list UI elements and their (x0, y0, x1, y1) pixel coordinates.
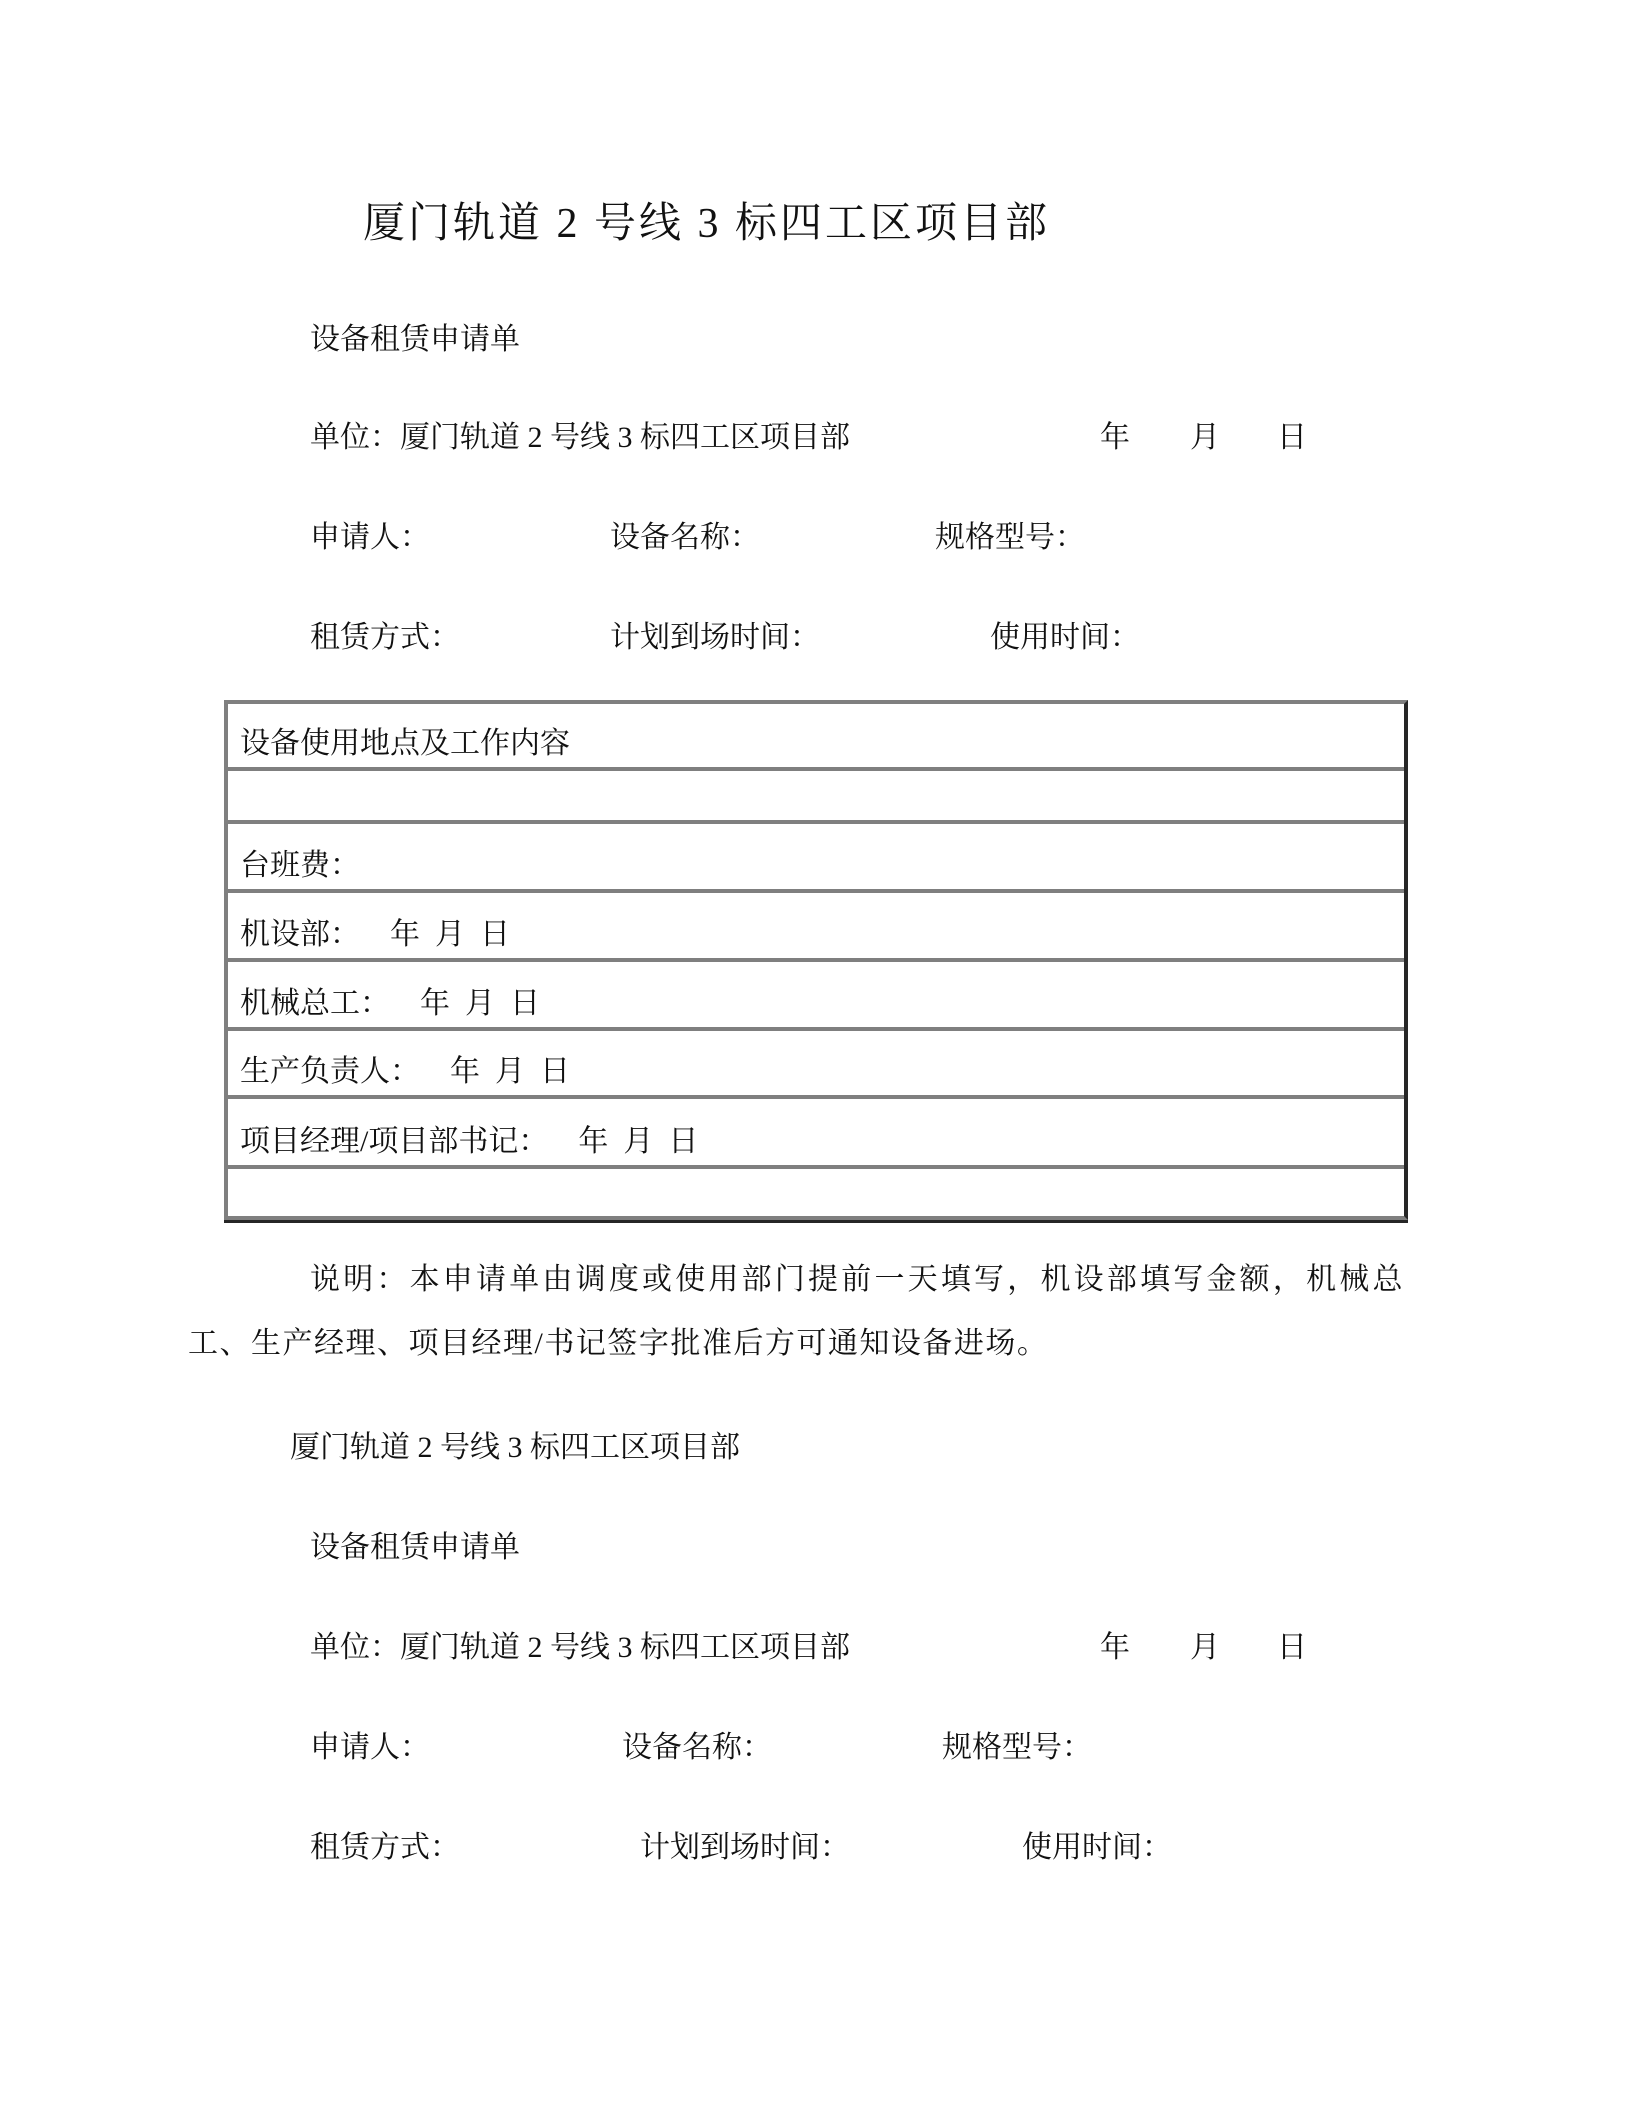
equipment-name-label-2: 设备名称： (622, 1731, 772, 1764)
planned-arrival-label: 计划到场时间： (610, 621, 820, 654)
usage-time-label-2: 使用时间： (1022, 1831, 1172, 1864)
form-title (310, 314, 520, 358)
year-label: 年 (1100, 421, 1130, 454)
planned-arrival-label-2: 计划到场时间： (640, 1831, 850, 1864)
spec-model-label: 规格型号： (935, 521, 1085, 554)
table-row-shift-fee: 台班费： (228, 820, 1404, 889)
table-row-production-lead: 生产负责人： 年 月 日 (228, 1027, 1404, 1095)
table-row-empty (228, 1165, 1404, 1216)
table-row-location-content: 设备使用地点及工作内容 (240, 727, 570, 760)
form-title-text: 设备租赁申请单 (310, 323, 520, 356)
day-label-2: 日 (1277, 1631, 1307, 1664)
rental-arrival-usage-line (310, 612, 1140, 656)
applicant-label: 申请人： (310, 521, 430, 554)
equipment-name-label: 设备名称： (610, 521, 760, 554)
section2-header-text: 厦门轨道 2 号线 3 标四工区项目部 (290, 1431, 740, 1464)
table-row-empty (228, 767, 1404, 820)
unit-label-2: 单位：厦门轨道 2 号线 3 标四工区项目部 (310, 1631, 850, 1664)
section2-header (290, 1422, 740, 1466)
month-label: 月 (1190, 421, 1220, 454)
applicant-equipment-spec-line (310, 512, 1085, 556)
page-title: 厦门轨道 2 号线 3 标四工区项目部 (363, 201, 1051, 247)
applicant-label-2: 申请人： (310, 1731, 430, 1764)
usage-time-label: 使用时间： (990, 621, 1140, 654)
year-label-2: 年 (1100, 1631, 1130, 1664)
day-label: 日 (1277, 421, 1307, 454)
rental-mode-label-2: 租赁方式： (310, 1831, 460, 1864)
rental-mode-label: 租赁方式： (310, 621, 460, 654)
form-title-2-text: 设备租赁申请单 (310, 1531, 520, 1564)
applicant-equipment-spec-line-2 (310, 1722, 1092, 1766)
rental-arrival-usage-line-2 (310, 1822, 1172, 1866)
spec-model-label-2: 规格型号： (942, 1731, 1092, 1764)
unit-date-line (310, 412, 1307, 456)
table-row-equipment-dept: 机设部： 年 月 日 (228, 889, 1404, 958)
month-label-2: 月 (1190, 1631, 1220, 1664)
table-row-chief-mechanic: 机械总工： 年 月 日 (228, 958, 1404, 1027)
unit-label: 单位：厦门轨道 2 号线 3 标四工区项目部 (310, 421, 850, 454)
unit-date-line-2 (310, 1622, 1307, 1666)
approval-table (224, 700, 1408, 1220)
table-row-project-manager: 项目经理/项目部书记： 年 月 日 (228, 1095, 1404, 1165)
instructions-note: 说明：本申请单由调度或使用部门提前一天填写，机设部填写金额，机械总工、生产经理、项目经理/书记签字批准后方可通知设备进场。 (188, 1263, 1404, 1360)
form-title-2 (310, 1522, 520, 1566)
